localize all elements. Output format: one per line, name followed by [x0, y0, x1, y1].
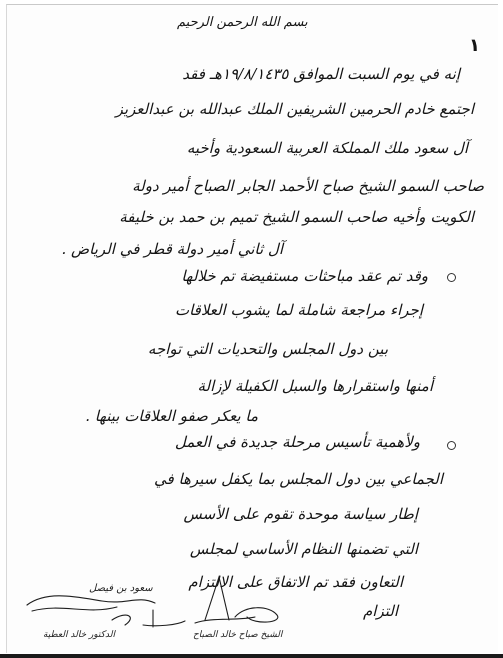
page-bottom-edge [0, 654, 503, 658]
signature-stroke [112, 615, 130, 625]
page-number: ١ [469, 35, 480, 56]
text-line: وقد تم عقد مباحثات مستفيضة تم خلالها [181, 267, 428, 285]
signature-scribbles [7, 5, 498, 653]
signature-stroke [143, 610, 185, 627]
text-line: صاحب السمو الشيخ صباح الأحمد الجابر الصباح أمير دولة [132, 177, 484, 195]
signature-label: الدكتور خالد العطية [43, 630, 115, 640]
text-line: إطار سياسة موحدة تقوم على الأسس [183, 505, 418, 523]
text-line: ما يعكر صفو العلاقات بينها . [85, 407, 258, 425]
text-line: الجماعي بين دول المجلس بما يكفل سيرها في [154, 470, 443, 488]
text-line: آل سعود ملك المملكة العربية السعودية وأخيه [186, 139, 468, 157]
signature-stroke [32, 607, 117, 611]
document-page [6, 4, 498, 653]
text-line: أمنها واستقرارها والسبل الكفيلة لإزالة [197, 377, 433, 395]
signature-label: الشيخ صباح خالد الصباح [193, 630, 283, 640]
text-line: الكويت وأخيه صاحب السمو الشيخ تميم بن حمد بن خليفة [119, 208, 474, 226]
document-header: بسم الله الرحمن الرحيم [177, 15, 308, 30]
text-line: التعاون فقد تم الاتفاق على الالتزام [188, 573, 403, 591]
signature-label: سعود بن فيصل [89, 583, 153, 594]
signature-stroke [195, 577, 255, 623]
text-line: التي تضمنها النظام الأساسي لمجلس [189, 540, 418, 558]
text-line: إنه في يوم السبت الموافق ١٩/٨/١٤٣٥هـ فقد [182, 65, 460, 83]
text-line: إجراء مراجعة شاملة لما يشوب العلاقات [174, 301, 423, 319]
text-line: التزام [363, 602, 398, 620]
text-line: ولأهمية تأسيس مرحلة جديدة في العمل [174, 433, 420, 451]
text-line: اجتمع خادم الحرمين الشريفين الملك عبدالله بن عبدالعزيز [115, 100, 474, 118]
signature-stroke [235, 608, 278, 622]
text-line: آل ثاني أمير دولة قطر في الرياض . [61, 240, 283, 258]
text-line: بين دول المجلس والتحديات التي تواجه [147, 340, 388, 358]
signature-stroke [27, 596, 155, 605]
